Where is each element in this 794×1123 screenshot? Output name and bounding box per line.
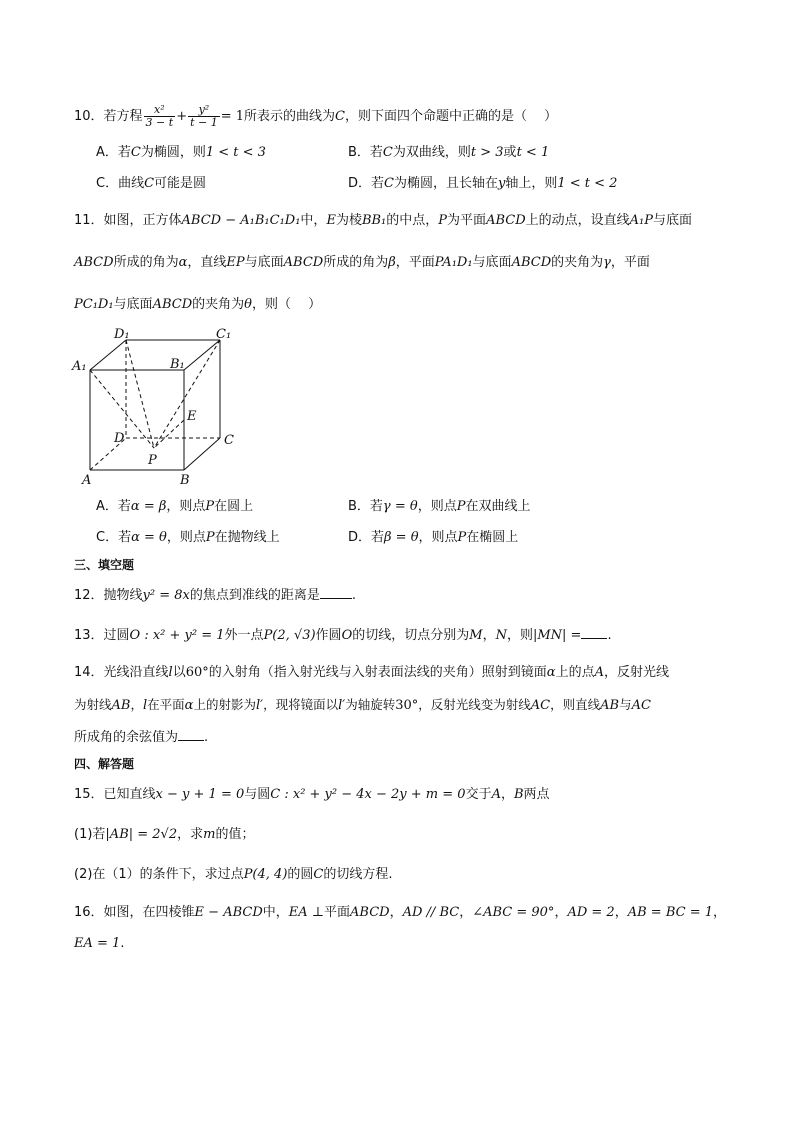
- q11-l2-gamma: γ: [603, 255, 611, 270]
- q16-l1-h: ，: [713, 905, 727, 920]
- section-answer-heading: 四、解答题: [74, 757, 135, 771]
- q14-l1-alpha: α: [546, 665, 556, 680]
- q11-l1-m6: A₁P: [629, 213, 653, 228]
- q10-option-b-math2: t < 1: [516, 145, 550, 160]
- q16-l2-end: .: [120, 936, 125, 951]
- q11-l1-c: 为棱: [335, 213, 362, 228]
- section-fill-in-heading: 三、填空题: [74, 558, 135, 572]
- q14-line1: [74, 664, 669, 682]
- q16-l1-m6: AD = 2: [567, 905, 615, 920]
- q10-option-d-c: C: [384, 176, 394, 191]
- q15-l2-mm: m: [203, 827, 216, 842]
- q13-m5: N: [495, 628, 507, 643]
- q16-l1-m1: E − ABCD: [194, 905, 263, 920]
- label-p: P: [148, 453, 157, 468]
- q13-m2: P(2, √3): [263, 628, 316, 643]
- q16-l1-m7: AB = BC = 1: [627, 905, 713, 920]
- q10-option-b-or: 或: [503, 145, 517, 160]
- q12-math: y² = 8x: [142, 588, 190, 603]
- q15-l1-m2: C : x² + y² − 4x − 2y + m = 0: [270, 787, 466, 802]
- q14-l2-deg: 30°: [395, 698, 419, 713]
- q14-l2-h: ，则直线: [550, 697, 601, 712]
- q10-option-c-text: 可能是圆: [154, 176, 207, 191]
- q10-option-b-math1: t > 3: [470, 145, 504, 160]
- q11-option-a-math: α = β: [130, 499, 167, 514]
- q16-l1-a: 16．如图，在四棱锥: [74, 905, 195, 920]
- q10-text2: ，则下面四个命题中正确的是（ ）: [345, 109, 558, 124]
- q11-l2-g: 的夹角为: [551, 255, 604, 270]
- label-b1: B₁: [170, 357, 185, 372]
- q14-l2-c: 在平面: [147, 697, 185, 712]
- q12-b: 的焦点到准线的距离是: [189, 588, 320, 603]
- q16-l1-m2: EA ⊥: [288, 905, 325, 920]
- q16-l1-m4: AD // BC: [402, 905, 460, 920]
- q11-option-c-label: C．若: [96, 530, 132, 545]
- q10-option-a-math: 1 < t < 3: [205, 145, 266, 160]
- q13-answer-blank[interactable]: [581, 626, 607, 639]
- q15-l3-m: P(4, 4): [243, 867, 288, 882]
- q10-frac1-num: x²: [144, 104, 176, 117]
- q11-line3: [74, 296, 321, 314]
- q13-b: 外一点: [224, 628, 264, 643]
- q12-answer-blank[interactable]: [320, 586, 352, 599]
- q10-prefix: 10．若方程: [74, 109, 143, 124]
- q11-l2-m2: EP: [226, 255, 245, 270]
- q11-l3-b: 的夹角为: [192, 297, 245, 312]
- q14-l2-AC2: AC: [631, 698, 651, 713]
- q11-l2-m3: ABCD: [283, 255, 324, 270]
- q11-line1: [74, 212, 692, 230]
- q10-stem: [74, 104, 557, 130]
- q11-option-c-text: ，则点: [166, 530, 206, 545]
- q13-f: ，则: [506, 628, 533, 643]
- q14-l2-AB2: AB: [600, 698, 620, 713]
- q11-option-d-text: ，则点: [418, 530, 458, 545]
- q11-option-a-p: P: [205, 499, 215, 514]
- q10-option-c[interactable]: [96, 175, 206, 193]
- q11-l1-m1: ABCD − A₁B₁C₁D₁: [181, 213, 301, 228]
- q10-option-c-c: C: [144, 176, 155, 191]
- q11-l1-e: 为平面: [447, 213, 487, 228]
- q14-l2-l: l: [142, 698, 148, 713]
- q11-l2-m5: ABCD: [511, 255, 552, 270]
- q15-l1-d: ，: [500, 787, 514, 802]
- cube-figure: [70, 326, 250, 488]
- q10-option-d-y: y: [497, 176, 506, 191]
- q11-option-c[interactable]: [96, 529, 280, 547]
- label-b: B: [180, 473, 190, 488]
- q16-l1-d: ，: [389, 905, 403, 920]
- q11-option-d-label: D．若: [348, 530, 385, 545]
- q14-l3-a: 所成角的余弦值为: [74, 730, 179, 745]
- q16-l1-m5: ∠ABC = 90°: [472, 905, 555, 920]
- q11-l1-m2: E: [326, 213, 336, 228]
- q11-l2-a: 所成的角为: [113, 255, 179, 270]
- q10-option-a-c: C: [130, 145, 141, 160]
- q11-option-b[interactable]: [348, 498, 530, 516]
- label-a: A: [82, 473, 92, 488]
- q10-frac1: [144, 104, 176, 129]
- q16-l1-e: ，: [459, 905, 473, 920]
- q11-l2-f: 与底面: [472, 255, 512, 270]
- q11-l3-m1: PC₁D₁: [74, 297, 114, 312]
- q14-l2-e: ，现将镜面以: [263, 697, 339, 712]
- q13-c: 作圆: [315, 628, 342, 643]
- q14-end: .: [204, 730, 209, 745]
- label-e: E: [187, 409, 197, 424]
- q11-l1-d: 的中点，: [386, 213, 439, 228]
- q14-l1-b: 以: [172, 665, 186, 680]
- q15-l3-c: C: [313, 867, 324, 882]
- q15-line2: [74, 826, 254, 844]
- q16-l1-f: ，: [554, 905, 568, 920]
- q15-l1-A: A: [491, 787, 501, 802]
- q16-line1: [74, 904, 726, 922]
- q11-option-b-p: P: [456, 499, 466, 514]
- q13-a: 13．过圆: [74, 628, 130, 643]
- q15-l2-c: 的值；: [215, 827, 255, 842]
- q11-option-d[interactable]: [348, 529, 518, 547]
- q13-m3: O: [341, 628, 353, 643]
- q12-end: .: [351, 588, 357, 603]
- label-c1: C₁: [216, 327, 232, 342]
- q14-answer-blank[interactable]: [178, 728, 204, 741]
- q10-option-d-text1: 为椭圆，且长轴在: [393, 176, 498, 191]
- q11-l2-alpha: α: [178, 255, 188, 270]
- q13-stem: [74, 626, 612, 645]
- q15-line1: [74, 786, 550, 804]
- q15-l2-b: ，求: [177, 827, 204, 842]
- q10-option-a-text: 为椭圆，则: [140, 145, 206, 160]
- q14-l1-A: A: [594, 665, 604, 680]
- q11-l2-d: 所成的角为: [323, 255, 389, 270]
- q11-l1-m3: BB₁: [361, 213, 387, 228]
- q10-option-b[interactable]: [348, 144, 549, 162]
- q14-line2: [74, 696, 651, 715]
- q15-l2-m: |AB| = 2√2: [105, 827, 178, 842]
- q11-l2-h: ，平面: [610, 255, 650, 270]
- q11-l2-m4: PA₁D₁: [434, 255, 473, 270]
- q15-l1-m1: x − y + 1 = 0: [155, 787, 245, 802]
- q10-option-a-label: A．若: [96, 145, 131, 160]
- q14-l1-a: 14．光线沿直线: [74, 665, 169, 680]
- q16-l1-c: 平面: [324, 905, 351, 920]
- label-a1: A₁: [72, 359, 87, 374]
- q11-option-d-math: β = θ: [384, 530, 419, 545]
- label-c: C: [224, 433, 234, 448]
- q11-option-b-label: B．若: [348, 499, 383, 514]
- q11-option-c-p: P: [205, 530, 215, 545]
- q11-option-d-text2: 在椭圆上: [466, 530, 519, 545]
- q10-option-c-label: C．曲线: [96, 176, 145, 191]
- q11-l3-c: ，则（ ）: [251, 297, 322, 312]
- q11-option-c-text2: 在抛物线上: [214, 530, 280, 545]
- q14-l1-deg: 60°: [185, 665, 209, 680]
- q11-l2-m1: ABCD: [74, 255, 114, 270]
- q10-frac2: [188, 104, 220, 129]
- q10-option-d-math: 1 < t < 2: [557, 176, 618, 191]
- q10-plus: +: [176, 109, 188, 124]
- q11-l3-theta: θ: [244, 297, 252, 312]
- q11-option-c-math: α = θ: [131, 530, 167, 545]
- q13-d: 的切线，切点分别为: [352, 628, 470, 643]
- q14-l1-c: 的入射角（指入射光线与入射表面法线的夹角）照射到镜面: [208, 665, 547, 680]
- q16-l1-b: 中，: [262, 905, 289, 920]
- q11-line2: [74, 254, 650, 272]
- label-d1: D₁: [114, 327, 130, 342]
- q16-l1-m3: ABCD: [350, 905, 390, 920]
- q14-l1-d: 上的点: [555, 665, 595, 680]
- q16-l2-m: EA = 1: [74, 936, 121, 951]
- q10-text1: 所表示的曲线为: [244, 109, 336, 124]
- q14-l2-g: ，反射光线变为射线: [418, 697, 531, 712]
- q11-l1-f: 上的动点，设直线: [525, 213, 630, 228]
- q14-l2-alpha: α: [184, 698, 194, 713]
- q14-l2-a: 为射线: [74, 697, 112, 712]
- q11-l1-m4: P: [438, 213, 448, 228]
- q14-line3: [74, 728, 208, 747]
- q11-option-a-text: ，则点: [166, 499, 206, 514]
- q11-option-a[interactable]: [96, 498, 253, 516]
- q14-l2-AB: AB: [111, 698, 131, 713]
- q16-l1-g: ，: [614, 905, 628, 920]
- q10-option-b-text: 为双曲线，则: [392, 145, 471, 160]
- q15-l2-a: (1)若: [74, 827, 106, 842]
- q14-l2-f: 为轴旋转: [345, 697, 396, 712]
- q11-l3-a: 与底面: [113, 297, 153, 312]
- q14-l2-d: 上的射影为: [193, 697, 256, 712]
- q12-a: 12．抛物线: [74, 588, 143, 603]
- q10-frac2-den: t − 1: [190, 116, 218, 129]
- q15-l1-a: 15．已知直线: [74, 787, 156, 802]
- q15-l3-b: 的圆: [287, 867, 314, 882]
- q11-l1-b: 中，: [300, 213, 327, 228]
- q11-l2-beta: β: [388, 255, 396, 270]
- q11-option-a-text2: 在圆上: [214, 499, 254, 514]
- q13-m6: |MN| =: [532, 628, 582, 643]
- q10-option-d[interactable]: [348, 175, 617, 193]
- q11-l1-m5: ABCD: [486, 213, 526, 228]
- q11-l1-g: 与底面: [653, 213, 693, 228]
- q11-l2-e: ，平面: [395, 255, 435, 270]
- q14-l2-b: ，: [130, 697, 143, 712]
- q10-option-b-label: B．若: [348, 145, 383, 160]
- q11-l2-c: 与底面: [244, 255, 284, 270]
- q14-l1-l: l: [168, 665, 173, 680]
- q15-l1-c: 交于: [465, 787, 492, 802]
- q15-l1-B: B: [513, 787, 524, 802]
- q13-end: .: [607, 628, 612, 643]
- q15-line3: [74, 866, 393, 884]
- q14-l2-lp: l′: [255, 698, 264, 713]
- q15-l3-a: (2)在（1）的条件下，求过点: [74, 867, 244, 882]
- q16-line2: [74, 935, 124, 953]
- q10-c: C: [335, 109, 345, 124]
- q14-l2-AC: AC: [530, 698, 551, 713]
- q11-option-d-p: P: [457, 530, 467, 545]
- label-d: D: [114, 431, 125, 446]
- q11-option-b-math: γ = θ: [382, 499, 418, 514]
- q14-l2-lp2: l′: [338, 698, 346, 713]
- q14-l2-i: 与: [619, 697, 632, 712]
- q10-eq: = 1: [220, 109, 245, 124]
- q12-stem: [74, 586, 356, 605]
- q11-option-b-text2: 在双曲线上: [465, 499, 531, 514]
- q11-l2-b: ，直线: [187, 255, 227, 270]
- q11-option-b-text: ，则点: [417, 499, 457, 514]
- q10-frac1-den: 3 − t: [145, 116, 174, 129]
- q10-option-d-text2: 轴上，则: [505, 176, 558, 191]
- q10-option-b-c: C: [382, 145, 393, 160]
- q10-frac2-num: y²: [188, 104, 220, 117]
- q15-l1-e: 两点: [523, 787, 550, 802]
- q10-option-a[interactable]: [96, 144, 266, 162]
- q13-m4: M: [469, 628, 483, 643]
- q10-option-d-label: D．若: [348, 176, 385, 191]
- q14-l1-e: ，反射光线: [603, 665, 669, 680]
- q15-l1-b: 与圆: [244, 787, 271, 802]
- q15-l3-d: 的切线方程.: [323, 867, 393, 882]
- q13-e: ，: [482, 628, 496, 643]
- q11-option-a-label: A．若: [96, 499, 131, 514]
- q13-m1: O : x² + y² = 1: [129, 628, 225, 643]
- q11-l3-m2: ABCD: [152, 297, 193, 312]
- q11-l1-a: 11．如图，正方体: [74, 213, 182, 228]
